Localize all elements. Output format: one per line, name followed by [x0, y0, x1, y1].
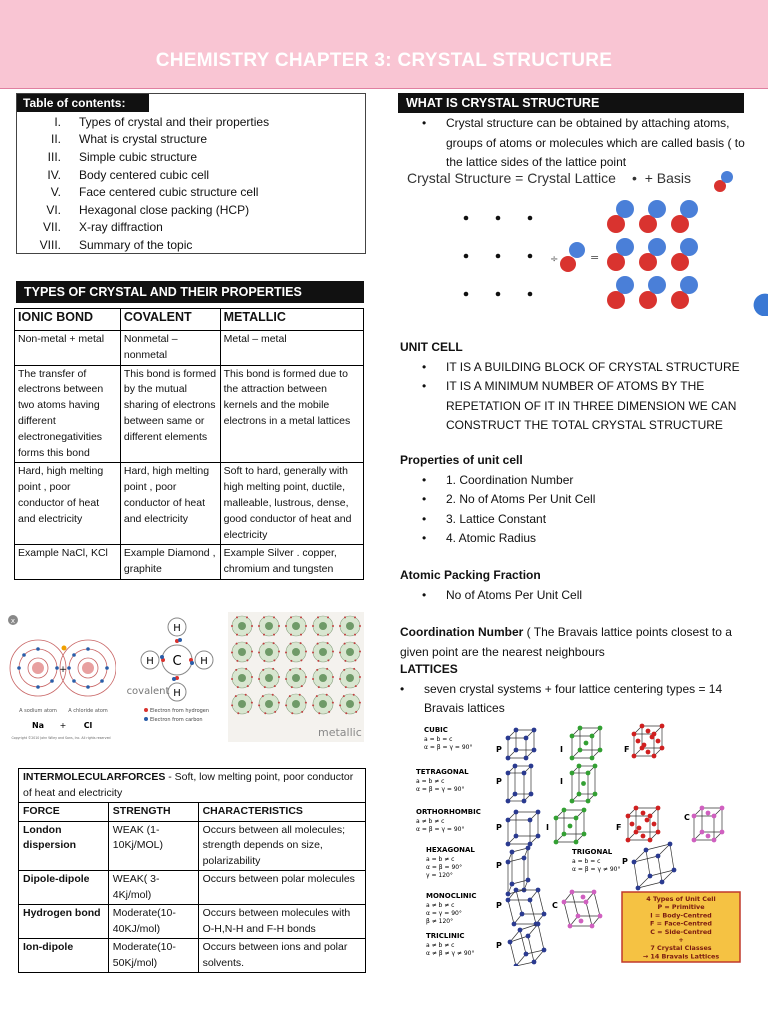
- col-ionic: IONIC BOND: [15, 309, 121, 331]
- centering-letter: I: [560, 777, 563, 786]
- system-param: a = b ≠ c: [416, 778, 445, 785]
- system-name: MONOCLINIC: [426, 892, 477, 900]
- imf-strength: Moderate(10-50Kj/mol): [108, 939, 198, 973]
- crystal-atom-red: [639, 253, 657, 271]
- types-cell: Hard, high melting point , poor conductor of heat and electricity: [120, 463, 220, 545]
- types-cell: Nonmetal – nonmetal: [120, 331, 220, 366]
- basis-label: • + Basis: [632, 170, 691, 186]
- system-param: α = β = γ = 90°: [416, 826, 465, 833]
- system-param: α = β = 90°: [426, 864, 463, 871]
- monoclinic-cell-drawing: [562, 890, 603, 929]
- equals-symbol: =: [590, 251, 600, 264]
- unit-cell-section: [400, 338, 760, 436]
- imf-characteristics: Occurs between ions and polar solvents.: [198, 939, 365, 973]
- centering-letter: F: [616, 823, 622, 832]
- imf-table: [18, 768, 366, 973]
- legend-line: 7 Crystal Classes: [650, 944, 712, 953]
- imf-strength: Moderate(10-40KJ/mol): [108, 905, 198, 939]
- imf-title: INTERMOLECULARFORCES: [23, 771, 166, 783]
- types-cell: Hard, high melting point , poor conductor of heat and electricity: [15, 463, 121, 545]
- crystal-atom-blue: [648, 200, 666, 218]
- centering-letter: P: [496, 745, 502, 754]
- col-metallic: METALLIC: [220, 309, 363, 331]
- toc-item-number: VI.: [46, 202, 61, 217]
- system-param: α ≠ β ≠ γ ≠ 90°: [426, 950, 475, 957]
- types-cell: Non-metal + metal: [15, 331, 121, 366]
- crystal-system-label: [416, 768, 469, 793]
- toc-item: [17, 219, 273, 237]
- centering-letter: P: [496, 777, 502, 786]
- centering-letter: I: [546, 823, 549, 832]
- unit-cell-drawing: [632, 724, 665, 759]
- crystal-atom-blue: [616, 276, 634, 294]
- header-banner: [0, 0, 768, 89]
- centering-letter: C: [684, 813, 690, 822]
- toc-item-number: I.: [54, 114, 61, 129]
- bullet-item: • IT IS A BUILDING BLOCK OF CRYSTAL STRUCTURE: [446, 358, 760, 378]
- ionic-cl: Cl: [83, 721, 93, 730]
- basis-atom-red: [560, 256, 576, 272]
- types-row: [15, 365, 364, 463]
- types-heading: TYPES OF CRYSTAL AND THEIR PROPERTIES: [16, 281, 364, 303]
- toc-item: [17, 113, 273, 131]
- types-row: [15, 331, 364, 366]
- properties-list: [400, 471, 760, 549]
- covalent-legend-carbon: Electron from carbon: [150, 717, 203, 723]
- system-param: α = β = γ = 90°: [424, 744, 473, 751]
- imf-strength: WEAK( 3-4Kj/mol): [108, 871, 198, 905]
- ionic-plus: +: [59, 721, 67, 730]
- toc-item-text: Summary of the topic: [79, 237, 193, 252]
- lattice-point: [528, 216, 533, 221]
- lattice-point: [528, 292, 533, 297]
- bullet-item: • 3. Lattice Constant: [446, 510, 760, 530]
- system-name: CUBIC: [424, 726, 448, 734]
- types-cell: Soft to hard, generally with high melting point, ductile, malleable, lustrous, dense, good conductor of heat and electricity: [220, 463, 363, 545]
- centering-letter: P: [622, 857, 628, 866]
- toc-item-text: Face centered cubic structure cell: [79, 185, 259, 200]
- bravais-lattices-figure: [400, 722, 744, 966]
- lattice-point: [496, 216, 501, 221]
- covalent-h-top: H: [173, 623, 181, 634]
- types-row: [15, 463, 364, 545]
- page-title: CHEMISTRY CHAPTER 3: CRYSTAL STRUCTURE: [155, 50, 613, 71]
- crystal-atom-red: [671, 253, 689, 271]
- imf-characteristics: Occurs between all molecules; strength depends on size, polarizability: [198, 821, 365, 871]
- system-param: γ = 120°: [426, 872, 453, 879]
- toc-item-text: What is crystal structure: [79, 132, 208, 147]
- types-cell: This bond is formed due to the attraction between kernels and the mobile electrons in a metal lattices: [220, 365, 363, 463]
- imf-row: [19, 871, 366, 905]
- system-param: a = b = c: [424, 736, 453, 743]
- toc-box: [16, 93, 366, 254]
- toc-item: [17, 148, 273, 166]
- legend-line: 4 Types of Unit Cell: [646, 895, 716, 903]
- lattices-section: [400, 660, 740, 719]
- unit-cell-drawing: [626, 806, 661, 843]
- centering-letter: P: [496, 861, 502, 870]
- ionic-bond-illustration: [6, 612, 116, 742]
- unit-cell-heading: UNIT CELL: [400, 340, 463, 354]
- system-param: a ≠ b ≠ c: [426, 942, 455, 949]
- bullet-item: • seven crystal systems + four lattice centering types = 14 Bravais lattices: [424, 680, 740, 719]
- imf-row: [19, 939, 366, 973]
- imf-col-strength: STRENGTH: [108, 803, 198, 822]
- covalent-legend-hydrogen: Electron from hydrogen: [150, 708, 210, 714]
- imf-force: Dipole-dipole: [19, 871, 109, 905]
- crystal-atom-blue: [680, 276, 698, 294]
- imf-characteristics: Occurs between molecules with O-H,N-H and F-H bonds: [198, 905, 365, 939]
- toc-list: [17, 113, 273, 254]
- metallic-label: metallic: [318, 726, 362, 739]
- legend-line: P = Primitive: [657, 903, 705, 912]
- bullet-item: • 1. Coordination Number: [446, 471, 760, 491]
- imf-title-cell: [19, 769, 366, 803]
- crystal-atom-red: [639, 291, 657, 309]
- svg-text:+: +: [59, 665, 67, 675]
- crystal-atom-blue: [616, 200, 634, 218]
- unit-cell-drawing: [506, 728, 537, 761]
- system-name: TETRAGONAL: [416, 768, 469, 776]
- svg-text:x: x: [10, 617, 16, 625]
- apf-heading: Atomic Packing Fraction: [400, 568, 541, 582]
- basis-label-text: + Basis: [644, 170, 691, 186]
- legend-line: I = Body-Centred: [650, 911, 712, 920]
- crystal-equation-text: Crystal Structure = Crystal Lattice: [407, 170, 616, 186]
- ionic-label-chloride: A chloride atom: [68, 708, 108, 714]
- crystal-atom-red: [671, 291, 689, 309]
- bullet-item: • No of Atoms Per Unit Cell: [446, 586, 760, 606]
- imf-force: Hydrogen bond: [19, 905, 109, 939]
- ionic-label-sodium: A sodium atom: [19, 708, 57, 714]
- types-cell: The transfer of electrons between two atoms having different electronegativities forms this bond: [15, 365, 121, 463]
- triclinic-cell-drawing: [508, 922, 547, 966]
- ionic-na: Na: [31, 721, 45, 730]
- bullet-item: • 2. No of Atoms Per Unit Cell: [446, 490, 760, 510]
- types-cell: Metal – metal: [220, 331, 363, 366]
- properties-heading: Properties of unit cell: [400, 453, 523, 467]
- imf-strength: WEAK (1-10Kj/MOL): [108, 821, 198, 871]
- properties-section: [400, 451, 760, 549]
- crystal-system-label: [426, 932, 475, 957]
- crystal-system-label: [426, 892, 477, 925]
- crystal-atom-blue: [648, 238, 666, 256]
- crystal-system-label: [424, 726, 473, 751]
- bullet-item: • IT IS A MINIMUM NUMBER OF ATOMS BY THE REPETATION OF IT IN THREE DIMENSION WE CAN CONSTRUCT THE TOTAL CRYSTAL STRUCTURE: [446, 377, 760, 436]
- unit-cell-drawing: [570, 764, 598, 804]
- covalent-h-left: H: [146, 656, 154, 667]
- covalent-label: covalent: [126, 686, 170, 697]
- toc-item-number: II.: [50, 132, 61, 147]
- legend-line: F = Face-Centred: [650, 919, 712, 928]
- centering-letter: P: [496, 823, 502, 832]
- centering-letter: F: [624, 745, 630, 754]
- crystal-atom-red: [607, 253, 625, 271]
- system-param: a ≠ b ≠ c: [426, 902, 455, 909]
- system-name: TRIGONAL: [572, 848, 613, 856]
- imf-row: [19, 821, 366, 871]
- system-param: α = γ = 90°: [426, 910, 462, 917]
- system-param: α = β = γ = 90°: [416, 786, 465, 793]
- lattice-point: [528, 254, 533, 259]
- trigonal-cell-drawing: [632, 842, 677, 891]
- crystal-atom-blue: [680, 238, 698, 256]
- covalent-c: C: [172, 654, 182, 669]
- system-name: HEXAGONAL: [426, 846, 475, 854]
- centering-letter: I: [560, 745, 563, 754]
- crystal-atom-red: [671, 215, 689, 233]
- crystal-atom-blue: [680, 200, 698, 218]
- lattices-heading: LATTICES: [400, 662, 458, 676]
- crystal-definition-text: • Crystal structure can be obtained by attaching atoms, groups of atoms or molecules which are called basis ( to the lattice sides of the lattice point: [446, 114, 752, 173]
- imf-characteristics: Occurs between polar molecules: [198, 871, 365, 905]
- basis-atom-blue: [569, 242, 585, 258]
- crystal-atom-red: [607, 291, 625, 309]
- bullet-item: • 4. Atomic Radius: [446, 529, 760, 549]
- toc-item-number: III.: [47, 149, 61, 164]
- toc-heading: Table of contents:: [17, 94, 149, 112]
- types-cell: Example NaCl, KCl: [15, 545, 121, 580]
- toc-item: [17, 201, 273, 219]
- covalent-bond-illustration: [120, 612, 224, 742]
- toc-item: [17, 183, 273, 201]
- toc-item: [17, 236, 273, 254]
- toc-item-text: X-ray diffraction: [79, 220, 163, 235]
- toc-item: [17, 166, 273, 184]
- coordination-text: ( The Bravais lattice points closest to a given point are the nearest neighbours: [400, 625, 732, 659]
- crystal-atom-blue: [648, 276, 666, 294]
- metallic-bond-illustration: [228, 612, 364, 742]
- toc-item-number: V.: [50, 185, 61, 200]
- toc-item-text: Body centered cubic cell: [79, 167, 210, 182]
- centering-letter: P: [496, 941, 502, 950]
- unit-cell-drawing: [570, 726, 603, 761]
- crystal-definition: [400, 114, 752, 173]
- types-cell: This bond is formed by the mutual sharing of electrons between same or different elements: [120, 365, 220, 463]
- system-name: TRICLINIC: [426, 932, 465, 940]
- toc-item-number: IV.: [47, 167, 61, 182]
- types-cell: Example Silver . copper, chromium and tungsten: [220, 545, 363, 580]
- centering-letter: P: [496, 901, 502, 910]
- system-param: α = β = γ ≠ 90°: [572, 866, 621, 873]
- lattice-point: [496, 292, 501, 297]
- system-param: a = b = c: [572, 858, 601, 865]
- divide-symbol: ÷: [550, 254, 559, 265]
- types-cell: Example Diamond , graphite: [120, 545, 220, 580]
- unit-cell-drawing: [692, 806, 725, 843]
- toc-item-text: Hexagonal close packing (HCP): [79, 202, 250, 217]
- centering-letter: C: [552, 901, 558, 910]
- toc-item-text: Types of crystal and their properties: [79, 114, 270, 129]
- unit-cell-drawing: [506, 810, 541, 847]
- apf-list: [400, 586, 760, 606]
- imf-col-force: FORCE: [19, 803, 109, 822]
- system-param: a ≠ b ≠ c: [416, 818, 445, 825]
- imf-force: Ion-dipole: [19, 939, 109, 973]
- system-param: a = b ≠ c: [426, 856, 455, 863]
- crystal-system-label: [426, 846, 475, 879]
- cropped-atom: [754, 294, 768, 316]
- crystal-atom-blue: [616, 238, 634, 256]
- legend-line: +: [678, 936, 684, 944]
- lattice-point: [496, 254, 501, 259]
- types-row: [15, 545, 364, 580]
- toc-item: [17, 131, 273, 149]
- system-name: ORTHORHOMBIC: [416, 808, 481, 816]
- crystal-system-label: [572, 848, 621, 873]
- imf-row: [19, 905, 366, 939]
- unit-cell-drawing: [506, 764, 534, 804]
- system-param: β ≠ 120°: [426, 918, 454, 925]
- ionic-copyright: Copyright ©2010 John Wiley and Sons, Inc. All rights reserved: [11, 736, 111, 740]
- crystal-system-label: [416, 808, 481, 833]
- crystal-lattice-diagram: [430, 168, 768, 328]
- toc-item-number: VIII.: [39, 237, 61, 252]
- lattices-list: [400, 680, 740, 719]
- coordination-heading: Coordination Number: [400, 625, 524, 639]
- imf-subtitle: - Soft, low melting point, poor conductor of heat and electricity: [23, 771, 354, 799]
- unit-cell-drawing: [554, 808, 587, 845]
- legend-line: C = Side-Centred: [650, 927, 712, 936]
- unit-cell-list: [400, 358, 760, 436]
- apf-section: [400, 566, 760, 605]
- bravais-legend: [622, 892, 740, 962]
- lattice-point: [464, 216, 469, 221]
- imf-col-characteristics: CHARACTERISTICS: [198, 803, 365, 822]
- toc-item-text: Simple cubic structure: [79, 149, 198, 164]
- coordination-section: [400, 623, 740, 662]
- covalent-h-bottom: H: [173, 688, 181, 699]
- imf-force: London dispersion: [19, 821, 109, 871]
- legend-line: → 14 Bravais Lattices: [642, 952, 720, 961]
- toc-item-number: VII.: [42, 220, 61, 235]
- crystal-atom-red: [639, 215, 657, 233]
- types-table: [14, 308, 364, 580]
- col-covalent: COVALENT: [120, 309, 220, 331]
- basis-atom-blue: [721, 171, 733, 183]
- lattice-point: [464, 292, 469, 297]
- covalent-h-right: H: [200, 656, 208, 667]
- crystal-atom-red: [607, 215, 625, 233]
- crystal-heading: WHAT IS CRYSTAL STRUCTURE: [398, 93, 744, 113]
- lattice-point: [464, 254, 469, 259]
